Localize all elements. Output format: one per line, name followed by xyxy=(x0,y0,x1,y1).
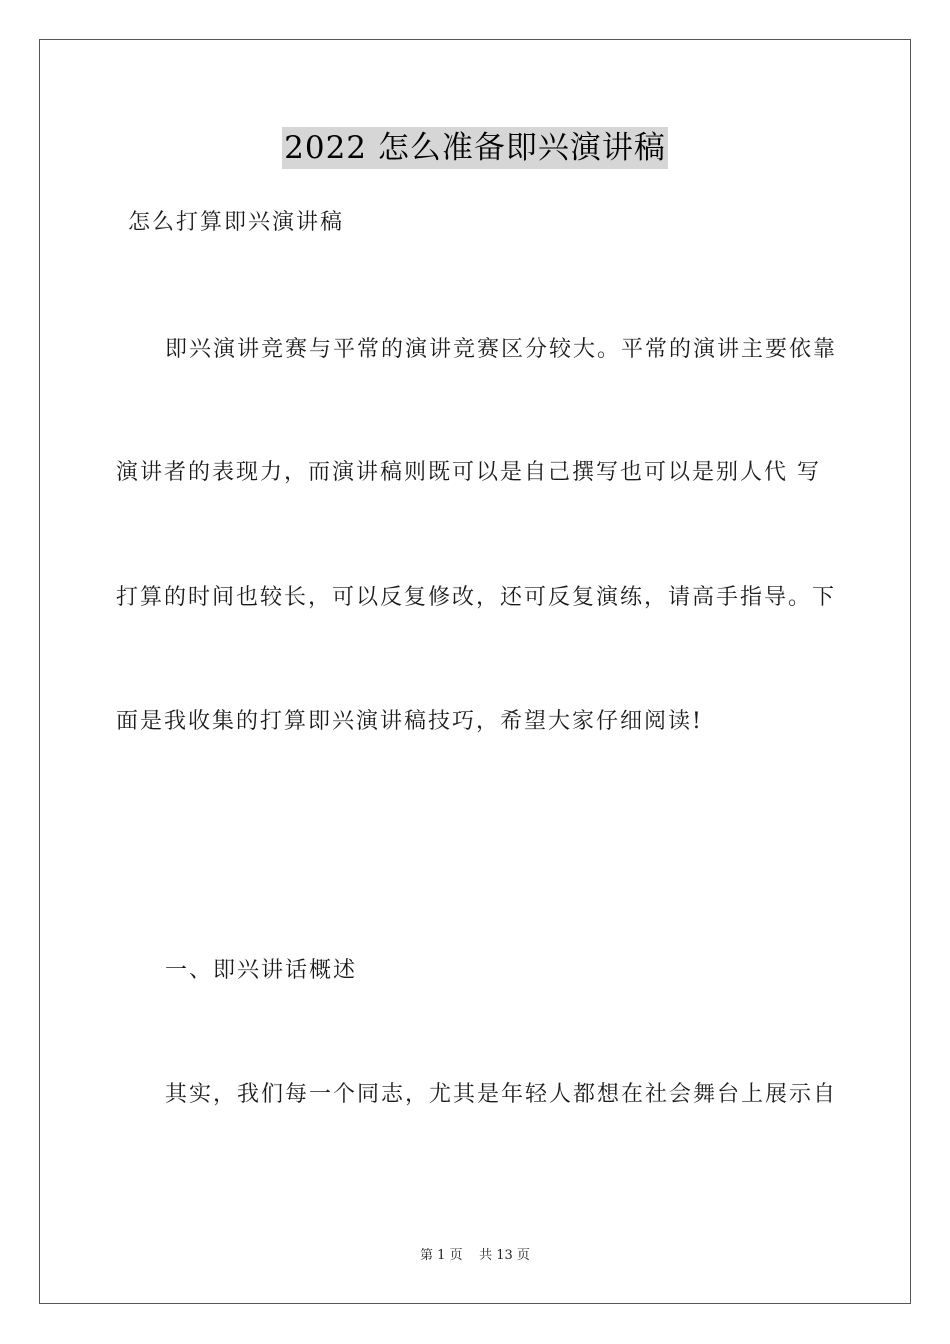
paragraph-line: 演讲者的表现力，而演讲稿则既可以是自己撰写也可以是别人代 写 xyxy=(116,460,821,485)
title-container xyxy=(0,127,950,169)
paragraph-line: 打算的时间也较长，可以反复修改，还可反复演练，请高手指导。下 xyxy=(116,585,837,610)
section-heading: 一、即兴讲话概述 xyxy=(165,958,358,983)
page-footer xyxy=(0,1246,950,1266)
document-title: 2022 怎么准备即兴演讲稿 xyxy=(282,127,668,169)
paragraph-line: 面是我收集的打算即兴演讲稿技巧，希望大家仔细阅读! xyxy=(116,709,703,734)
paragraph-line: 其实，我们每一个同志，尤其是年轻人都想在社会舞台上展示自 xyxy=(165,1082,838,1107)
page-number: 第 1 页 xyxy=(420,1248,463,1263)
document-subtitle: 怎么打算即兴演讲稿 xyxy=(128,210,345,235)
paragraph-line: 即兴演讲竞赛与平常的演讲竞赛区分较大。平常的演讲主要依靠 xyxy=(165,337,838,362)
total-pages: 共 13 页 xyxy=(479,1248,530,1263)
